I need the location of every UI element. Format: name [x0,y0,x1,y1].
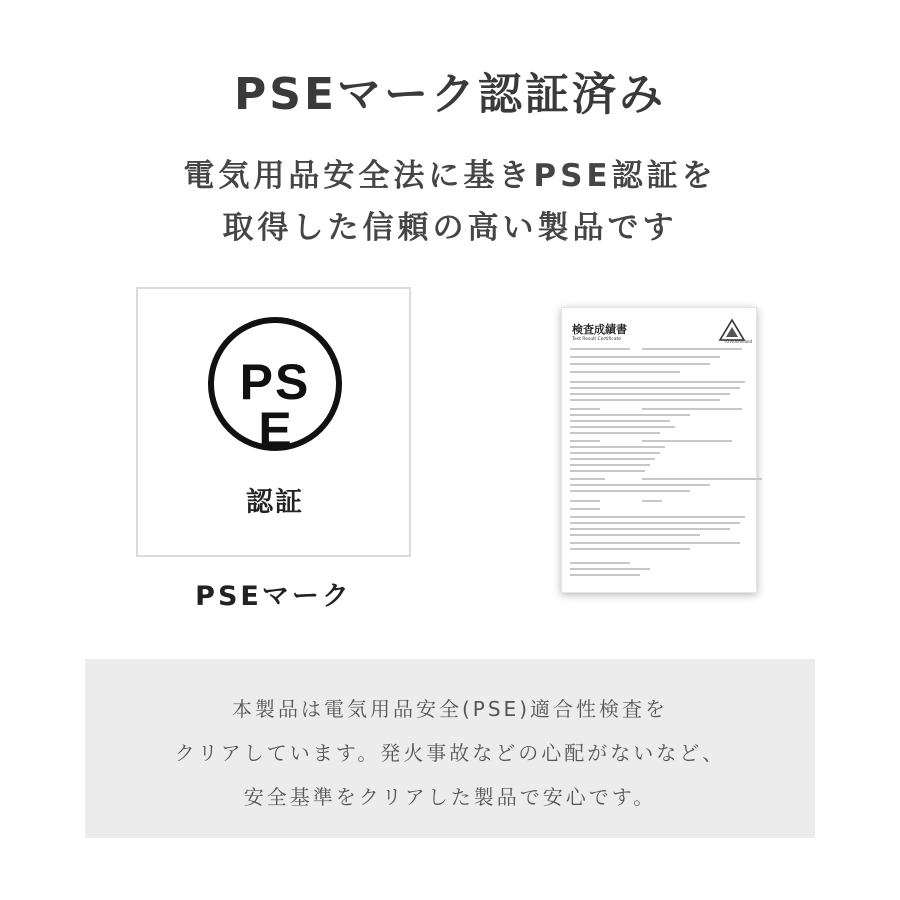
certificate-text-line [570,574,640,576]
certificate-text-line [570,508,600,510]
certificate-text-line [570,534,700,536]
certificate-text-line [570,371,680,373]
subtitle-line-2: 取得した信頼の高い製品です [222,210,678,246]
pse-mark-panel [136,287,411,557]
pse-letters-top: PS [239,354,311,410]
certificate-text-line [642,348,742,350]
certificate-text-line [570,516,745,518]
certificate-text-line [570,484,710,486]
certificate-text-line [570,478,605,480]
certificate-text-line [570,458,655,460]
pse-mark-label: 認証 [246,487,304,518]
info-panel [85,659,815,838]
certificate-text-line [570,470,645,472]
certificate-text-line [570,452,660,454]
info-line-2: クリアしています。発火事故などの心配がないなど、 [174,741,726,765]
certificate-text-line [570,490,690,492]
certificate-image [561,307,757,593]
certificate-text-line [570,528,730,530]
subtitle-line-1: 電気用品安全法に基きPSE認証を [183,158,717,194]
certificate-text-line [570,363,710,365]
info-line-1: 本製品は電気用品安全(PSE)適合性検査を [232,697,668,721]
info-line-3: 安全基準をクリアした製品で安心です。 [243,785,657,809]
page-title: PSEマーク認証済み [234,69,666,120]
certificate-text-line [570,432,660,434]
tuv-logo-text: TÜVRheinland [723,339,752,344]
certificate-text-line [570,562,630,564]
certificate-text-line [570,426,675,428]
certificate-text-line [642,500,662,502]
certificate-text-line [570,446,665,448]
certificate-text-line [570,420,670,422]
certificate-text-line [570,522,740,524]
certificate-text-line [570,440,600,442]
certificate-title: 検査成績書 [572,323,627,336]
certificate-text-line [570,500,600,502]
certificate-text-line [642,408,742,410]
certificate-text-line [570,542,740,544]
pse-mark-caption: PSEマーク [195,581,352,612]
certificate-text-line [570,356,720,358]
certificate-subtitle: Test Result Certificate [572,337,622,342]
certificate-text-line [570,381,745,383]
certificate-text-line [570,568,650,570]
pse-mark-icon [138,289,413,559]
certificate-text-line [642,478,762,480]
certificate-text-line [570,414,690,416]
certificate-text-line [570,464,650,466]
certificate-text-line [642,440,732,442]
certificate-text-line [570,399,720,401]
certificate-text-line [570,408,600,410]
certificate-text-line [570,348,630,350]
pse-letter-bottom: E [258,402,292,458]
certificate-text-line [570,393,730,395]
certificate-text-line [570,387,740,389]
certificate-text-line [570,548,690,550]
